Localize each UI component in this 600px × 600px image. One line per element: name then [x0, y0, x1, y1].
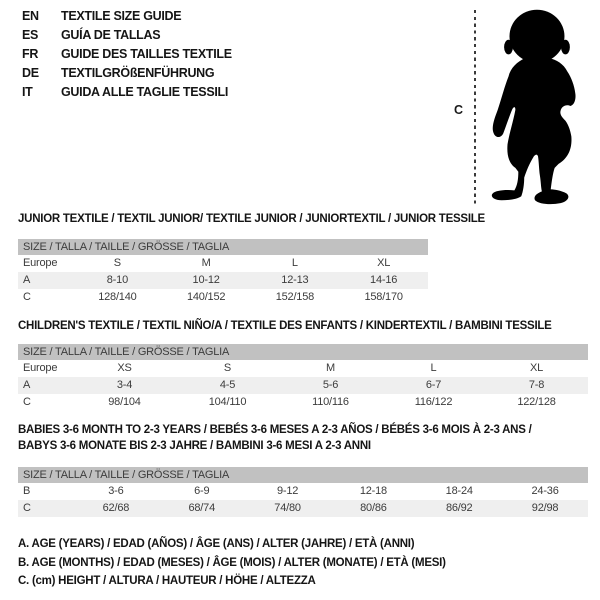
language-code: IT [22, 85, 33, 99]
table-cell: XS [117, 362, 132, 374]
children-size-table [18, 344, 588, 411]
section-heading-babies-line1: BABIES 3-6 MONTH TO 2-3 YEARS / BEBÉS 3-6 MESES A 2-3 AÑOS / BÉBÉS 3-6 MOIS À 2-3 ANS / [18, 424, 532, 436]
language-title: GUIDE DES TAILLES TEXTILE [61, 47, 232, 61]
table-cell: 98/104 [108, 396, 141, 408]
table-row [18, 483, 588, 500]
toddler-silhouette-icon [482, 5, 590, 205]
note-height-cm: C. (cm) HEIGHT / ALTURA / HAUTEUR / HÖHE / ALTEZZA [18, 575, 316, 587]
section-heading-children: CHILDREN'S TEXTILE / TEXTIL NIÑO/A / TEXTILE DES ENFANTS / KINDERTEXTIL / BAMBINI TESSILE [18, 320, 552, 332]
table-cell: 6-7 [425, 379, 442, 391]
row-label: C [23, 502, 31, 514]
section-heading-babies [18, 422, 532, 454]
table-cell: XL [377, 257, 391, 269]
table-cell: S [113, 257, 121, 269]
junior-size-table [18, 239, 428, 306]
language-row [22, 47, 232, 66]
table-cell: 18-24 [445, 485, 473, 497]
language-row [22, 9, 232, 28]
table-header-bar: SIZE / TALLA / TAILLE / GRÖSSE / TAGLIA [18, 467, 588, 483]
height-measure-label: C [454, 103, 464, 117]
row-label: Europe [23, 257, 58, 269]
table-cell: 122/128 [517, 396, 556, 408]
table-header-bar: SIZE / TALLA / TAILLE / GRÖSSE / TAGLIA [18, 344, 588, 360]
table-cell: 128/140 [98, 291, 137, 303]
table-cell: S [223, 362, 232, 374]
language-row [22, 28, 232, 47]
table-cell: L [291, 257, 298, 269]
table-cell: 86/92 [445, 502, 473, 514]
table-cell: 7-8 [528, 379, 545, 391]
table-header-bar: SIZE / TALLA / TAILLE / GRÖSSE / TAGLIA [18, 239, 428, 255]
table-cell: 3-6 [108, 485, 124, 497]
height-measure-dashed-line [474, 10, 476, 207]
table-cell: 5-6 [322, 379, 339, 391]
table-row [18, 500, 588, 517]
language-code: ES [22, 28, 39, 42]
row-label: A [23, 379, 31, 391]
table-cell: 24-36 [531, 485, 559, 497]
note-age-months: B. AGE (MONTHS) / EDAD (MESES) / ÂGE (MOIS) / ALTER (MONATE) / ETÀ (MESI) [18, 556, 446, 569]
table-cell: 8-10 [106, 274, 128, 286]
table-cell: XL [529, 362, 544, 374]
height-figure [440, 3, 598, 211]
language-row [22, 66, 232, 85]
language-code: FR [22, 47, 39, 61]
table-cell: 74/80 [274, 502, 301, 514]
babies-size-table [18, 467, 588, 517]
table-cell: M [326, 362, 335, 374]
row-label: C [23, 396, 31, 408]
note-age-years: A. AGE (YEARS) / EDAD (AÑOS) / ÂGE (ANS) / ALTER (JAHRE) / ETÀ (ANNI) [18, 538, 415, 550]
table-cell: 10-12 [192, 274, 220, 286]
table-cell: 116/122 [414, 396, 453, 408]
table-cell: 140/152 [186, 291, 226, 303]
row-label: B [23, 485, 31, 497]
row-label: Europe [23, 362, 58, 374]
row-label: A [23, 274, 31, 286]
table-cell: L [430, 362, 437, 374]
table-cell: 6-9 [194, 485, 210, 497]
table-cell: 80/86 [360, 502, 387, 514]
table-cell: 92/98 [531, 502, 559, 514]
language-code: DE [22, 66, 39, 80]
table-row [18, 360, 588, 377]
language-title: GUÍA DE TALLAS [61, 28, 161, 42]
table-cell: 4-5 [219, 379, 236, 391]
language-title: TEXTILE SIZE GUIDE [61, 9, 182, 23]
table-row [18, 272, 428, 289]
table-row [18, 255, 428, 272]
table-cell: 104/110 [208, 396, 247, 408]
table-cell: 14-16 [370, 274, 398, 286]
legend-notes [18, 535, 446, 591]
table-cell: 3-4 [116, 379, 133, 391]
table-cell: 110/116 [312, 396, 349, 408]
table-cell: 12-13 [281, 274, 309, 286]
table-cell: 12-18 [359, 485, 387, 497]
table-cell: M [201, 257, 211, 269]
section-heading-junior: JUNIOR TEXTILE / TEXTIL JUNIOR/ TEXTILE JUNIOR / JUNIORTEXTIL / JUNIOR TESSILE [18, 213, 485, 225]
language-code: EN [22, 9, 39, 23]
table-row [18, 289, 428, 306]
table-row [18, 377, 588, 394]
table-cell: 152/158 [275, 291, 315, 303]
language-title: GUIDA ALLE TAGLIE TESSILI [61, 85, 229, 99]
table-cell: 9-12 [276, 485, 299, 497]
language-title-list [22, 9, 232, 104]
table-cell: 158/170 [364, 291, 403, 303]
row-label: C [23, 291, 31, 303]
table-cell: 68/74 [188, 502, 215, 514]
table-cell: 62/68 [102, 502, 130, 514]
section-heading-babies-line2: BABYS 3-6 MONATE BIS 2-3 JAHRE / BAMBINI 3-6 MESI A 2-3 ANNI [18, 440, 371, 452]
language-title: TEXTILGRÖßENFÜHRUNG [61, 66, 215, 80]
table-row [18, 394, 588, 411]
language-row [22, 85, 232, 104]
